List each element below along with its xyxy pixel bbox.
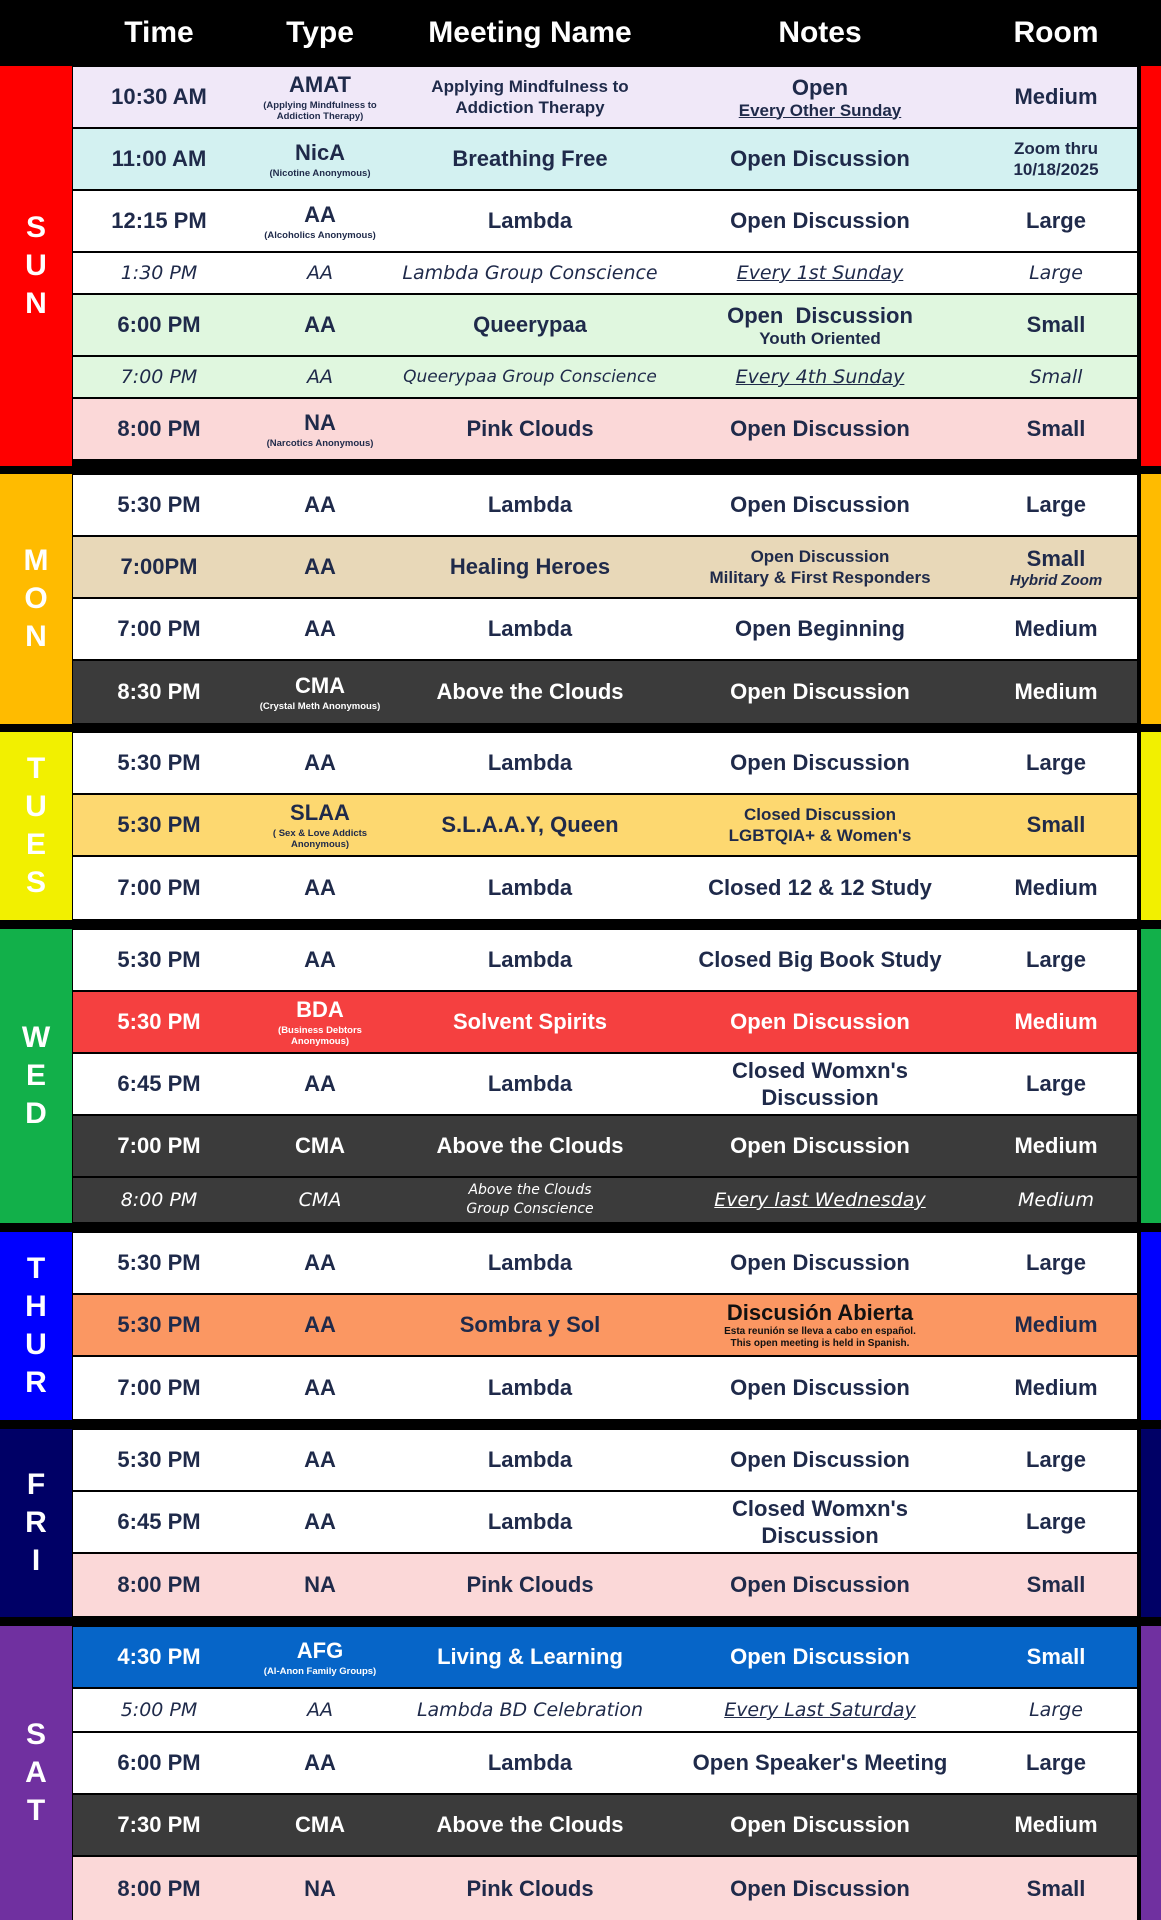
table-row — [73, 1857, 1137, 1920]
meeting-type: CMA — [298, 1189, 342, 1211]
meeting-notes: Open Discussion — [730, 146, 910, 171]
meeting-notes: Open Discussion — [730, 679, 910, 704]
day-label: W E D — [21, 1021, 51, 1130]
meeting-type: CMA — [294, 1812, 346, 1837]
table-row — [73, 1795, 1137, 1855]
meeting-time: 7:00 PM — [117, 875, 201, 900]
meeting-time: 5:30 PM — [117, 750, 201, 775]
notes-main: Closed Discussion — [743, 805, 897, 824]
day-band-thursday — [0, 1232, 72, 1420]
table-row — [73, 253, 1137, 293]
meeting-type: AA — [304, 554, 336, 579]
meeting-notes: Closed 12 & 12 Study — [708, 875, 932, 900]
notes-sub: Esta reunión se lleva a cabo en español. — [724, 1326, 916, 1337]
meeting-type — [245, 67, 395, 127]
table-row — [73, 1178, 1137, 1222]
meeting-type: AA — [307, 262, 333, 284]
type-description: (Al-Anon Family Groups) — [263, 1665, 377, 1677]
meeting-room: Small — [1026, 1644, 1086, 1669]
table-row — [73, 399, 1137, 459]
table-row — [73, 1492, 1137, 1552]
meeting-type — [245, 795, 395, 855]
header-type: Type — [286, 16, 354, 49]
meeting-room: Small — [1026, 1875, 1086, 1901]
table-row — [73, 357, 1137, 397]
meeting-type: AA — [304, 312, 336, 337]
header-room: Room — [1013, 16, 1099, 49]
table-row — [73, 661, 1137, 723]
notes-main: Open — [791, 74, 849, 100]
meeting-notes: Open Discussion — [730, 1572, 910, 1597]
table-row — [73, 1233, 1137, 1293]
day-band-saturday — [0, 1626, 72, 1920]
meeting-room: Large — [1026, 1447, 1086, 1472]
meeting-type — [245, 129, 395, 189]
table-row — [73, 191, 1137, 251]
meeting-notes: Open Discussion — [730, 1875, 910, 1901]
meeting-time: 7:00PM — [120, 554, 198, 579]
meeting-name: Above the Clouds Group Conscience — [466, 1182, 594, 1217]
day-band-sunday — [0, 66, 72, 466]
meeting-name: Lambda — [487, 1375, 573, 1400]
meeting-notes — [665, 795, 975, 855]
day-thursday — [0, 1232, 1161, 1420]
meeting-notes: Open Discussion — [730, 1009, 910, 1034]
meeting-type: CMA — [294, 1133, 346, 1158]
day-edge — [1141, 1429, 1161, 1617]
meeting-time: 8:00 PM — [120, 1189, 198, 1211]
meeting-name: Lambda — [487, 875, 573, 900]
room-main: Small — [1026, 545, 1086, 571]
meeting-time: 7:00 PM — [117, 1133, 201, 1158]
table-row — [73, 1054, 1137, 1114]
meeting-notes: Open Discussion — [730, 750, 910, 775]
table-row — [73, 1733, 1137, 1793]
notes-sub: LGBTQIA+ & Women's — [728, 826, 912, 845]
meeting-name: Applying Mindfulness to Addiction Therapy — [431, 77, 629, 117]
meeting-room: Medium — [1014, 1312, 1098, 1337]
meeting-notes: Every 4th Sunday — [735, 366, 905, 388]
meeting-room: Medium — [1014, 616, 1098, 641]
meeting-time: 8:00 PM — [117, 416, 201, 441]
day-edge — [1141, 1232, 1161, 1420]
type-code: BDA — [296, 997, 344, 1022]
meeting-time: 5:30 PM — [117, 492, 201, 517]
meeting-room: Medium — [1014, 1375, 1098, 1400]
meeting-time: 6:45 PM — [117, 1509, 201, 1534]
meeting-time: 5:30 PM — [117, 1009, 201, 1034]
type-description: (Narcotics Anonymous) — [266, 437, 374, 449]
type-code: NA — [304, 409, 336, 435]
table-row — [73, 1554, 1137, 1616]
meeting-room: Large — [1026, 750, 1086, 775]
meeting-room: Zoom thru 10/18/2025 — [1013, 139, 1099, 179]
meeting-notes: Open Discussion — [730, 1133, 910, 1158]
meeting-name: Sombra y Sol — [459, 1312, 601, 1337]
meeting-time: 4:30 PM — [117, 1644, 201, 1669]
meeting-notes: Open Discussion — [730, 1375, 910, 1400]
meeting-notes — [665, 67, 975, 127]
meeting-time: 8:00 PM — [117, 1875, 201, 1901]
day-monday — [0, 474, 1161, 724]
meeting-name: Above the Clouds — [436, 1133, 624, 1158]
table-row — [73, 930, 1137, 990]
meeting-room: Medium — [1014, 1133, 1098, 1158]
meeting-type: AA — [304, 616, 336, 641]
meeting-room: Small — [1029, 366, 1083, 388]
meeting-notes: Every Last Saturday — [724, 1699, 916, 1721]
meeting-notes: Open Discussion — [730, 492, 910, 517]
meeting-type: AA — [304, 1375, 336, 1400]
meeting-name: Pink Clouds — [466, 1572, 594, 1597]
type-description: (Nicotine Anonymous) — [269, 167, 371, 179]
type-code: AFG — [296, 1637, 344, 1663]
meeting-type: AA — [304, 1447, 336, 1472]
meeting-room: Large — [1026, 947, 1086, 972]
meeting-notes — [665, 295, 975, 355]
meeting-room: Large — [1026, 1509, 1086, 1534]
meeting-type: AA — [307, 1699, 333, 1721]
meeting-notes: Open Discussion — [730, 1644, 910, 1669]
meeting-room: Large — [1026, 1071, 1086, 1096]
notes-main: Discusión Abierta — [726, 1300, 914, 1325]
meeting-name: Above the Clouds — [436, 1812, 624, 1837]
meeting-name: Queerypaa Group Conscience — [403, 367, 657, 387]
meeting-room: Medium — [1014, 875, 1098, 900]
day-wednesday — [0, 929, 1161, 1223]
day-friday — [0, 1429, 1161, 1617]
meeting-time: 6:00 PM — [117, 1750, 201, 1775]
meeting-name: Lambda Group Conscience — [402, 262, 658, 284]
table-row — [73, 795, 1137, 855]
day-edge — [1141, 929, 1161, 1223]
table-row — [73, 537, 1137, 597]
header-meeting-name: Meeting Name — [428, 16, 632, 49]
type-code: SLAA — [290, 800, 350, 825]
meeting-room: Medium — [1014, 679, 1098, 704]
day-band-monday — [0, 474, 72, 724]
meeting-time: 5:30 PM — [117, 1312, 201, 1337]
meeting-type: AA — [304, 750, 336, 775]
table-row — [73, 295, 1137, 355]
day-label: T U E S — [25, 752, 47, 899]
meeting-type: AA — [304, 947, 336, 972]
meeting-type — [245, 399, 395, 459]
day-label: M O N — [23, 544, 49, 653]
table-row — [73, 1295, 1137, 1355]
room-sub: Hybrid Zoom — [1009, 571, 1103, 589]
table-row — [73, 475, 1137, 535]
meeting-time: 7:30 PM — [117, 1812, 201, 1837]
meeting-room: Large — [1029, 262, 1083, 284]
day-label: T H U R — [25, 1252, 47, 1399]
notes-sub: Military & First Responders — [709, 568, 931, 587]
type-description: (Crystal Meth Anonymous) — [259, 700, 381, 712]
notes-main: Open Discussion — [750, 547, 890, 566]
meeting-name: Living & Learning — [437, 1644, 623, 1669]
meeting-room: Small — [1026, 416, 1086, 441]
meeting-type: AA — [304, 1071, 336, 1096]
day-sunday — [0, 66, 1161, 466]
meeting-name: Lambda BD Celebration — [416, 1699, 644, 1721]
type-code: NicA — [294, 139, 346, 165]
meeting-room: Medium — [1018, 1189, 1094, 1211]
meeting-room: Small — [1026, 1572, 1086, 1597]
meeting-room: Small — [1026, 812, 1086, 837]
table-row — [73, 1627, 1137, 1687]
meeting-name: Healing Heroes — [449, 554, 611, 579]
type-description: (Business Debtors Anonymous) — [278, 1025, 362, 1047]
meeting-type: AA — [307, 366, 333, 388]
meeting-time: 5:30 PM — [117, 812, 201, 837]
meeting-notes: Open Discussion — [730, 416, 910, 441]
day-saturday — [0, 1626, 1161, 1920]
meeting-room: Small — [1026, 312, 1086, 337]
meeting-name: Lambda — [487, 616, 573, 641]
day-edge — [1141, 474, 1161, 724]
day-label: F R I — [25, 1468, 47, 1577]
meeting-time: 6:00 PM — [117, 312, 201, 337]
table-row — [73, 992, 1137, 1052]
meeting-time: 5:30 PM — [117, 947, 201, 972]
notes-sub: Every Other Sunday — [738, 100, 902, 120]
meeting-name: Above the Clouds — [436, 679, 624, 704]
table-row — [73, 1116, 1137, 1176]
table-row — [73, 129, 1137, 189]
day-label: S U N — [25, 211, 47, 320]
meeting-notes: Closed Womxn's Discussion — [732, 1496, 908, 1548]
meeting-name: Lambda — [487, 1250, 573, 1275]
meeting-time: 6:45 PM — [117, 1071, 201, 1096]
meeting-room: Medium — [1014, 1812, 1098, 1837]
meeting-name: Breathing Free — [452, 146, 608, 171]
meeting-name: Lambda — [487, 1509, 573, 1534]
meeting-type — [245, 1627, 395, 1687]
meeting-time: 8:00 PM — [117, 1572, 201, 1597]
day-band-friday — [0, 1429, 72, 1617]
meeting-room: Large — [1029, 1699, 1083, 1721]
meeting-type: AA — [304, 492, 336, 517]
day-band-tuesday — [0, 732, 72, 920]
meeting-time: 7:00 PM — [120, 366, 198, 388]
meeting-notes: Every 1st Sunday — [736, 262, 904, 284]
type-description: ( Sex & Love Addicts Anonymous) — [272, 828, 368, 850]
day-edge — [1141, 1626, 1161, 1920]
meeting-time: 1:30 PM — [120, 262, 198, 284]
notes-sub-2: This open meeting is held in Spanish. — [730, 1338, 910, 1349]
meeting-notes: Closed Big Book Study — [698, 947, 942, 972]
meeting-name: Pink Clouds — [466, 416, 594, 441]
day-edge — [1141, 732, 1161, 920]
meeting-notes: Closed Womxn's Discussion — [732, 1058, 908, 1110]
day-edge — [1141, 66, 1161, 466]
meeting-type — [245, 992, 395, 1052]
meeting-name: Lambda — [487, 1071, 573, 1096]
meeting-time: 11:00 AM — [111, 146, 207, 171]
meeting-notes: Open Discussion — [730, 1447, 910, 1472]
type-code: AA — [304, 201, 336, 227]
meeting-name: Lambda — [487, 1447, 573, 1472]
header-time: Time — [124, 16, 194, 49]
meeting-name: Lambda — [487, 1750, 573, 1775]
meeting-type: NA — [304, 1572, 336, 1597]
meeting-type — [245, 661, 395, 723]
type-description: (Applying Mindfulness to Addiction Therapy) — [263, 100, 377, 122]
meeting-type: AA — [304, 875, 336, 900]
day-tuesday — [0, 732, 1161, 920]
meeting-notes: Open Discussion — [730, 1250, 910, 1275]
meeting-room: Large — [1026, 1250, 1086, 1275]
meeting-time: 10:30 AM — [111, 84, 207, 109]
meeting-time: 7:00 PM — [117, 616, 201, 641]
meeting-time: 12:15 PM — [111, 208, 207, 233]
meeting-notes: Open Beginning — [735, 616, 905, 641]
table-row — [73, 599, 1137, 659]
day-band-wednesday — [0, 929, 72, 1223]
table-header — [0, 0, 1161, 66]
type-description: (Alcoholics Anonymous) — [264, 229, 376, 241]
meeting-room: Medium — [1014, 1009, 1098, 1034]
meeting-name: Lambda — [487, 750, 573, 775]
type-code: CMA — [294, 672, 346, 698]
meeting-notes: Open Speaker's Meeting — [692, 1750, 948, 1775]
meeting-notes: Open Discussion — [730, 1812, 910, 1837]
meeting-time: 7:00 PM — [117, 1375, 201, 1400]
meeting-type: AA — [304, 1509, 336, 1534]
meeting-time: 5:00 PM — [120, 1699, 198, 1721]
meeting-room: Large — [1026, 492, 1086, 517]
meeting-time: 5:30 PM — [117, 1447, 201, 1472]
header-notes: Notes — [778, 16, 862, 49]
notes-main: Open Discussion — [727, 302, 913, 328]
meeting-notes: Open Discussion — [730, 208, 910, 233]
meeting-name: S.L.A.A.Y, Queen — [441, 812, 619, 837]
meeting-type: AA — [304, 1750, 336, 1775]
meeting-type — [245, 191, 395, 251]
meeting-room: Large — [1026, 1750, 1086, 1775]
table-row — [73, 1430, 1137, 1490]
meeting-name: Pink Clouds — [466, 1875, 594, 1901]
table-row — [73, 733, 1137, 793]
meeting-time: 5:30 PM — [117, 1250, 201, 1275]
meeting-room: Medium — [1014, 84, 1098, 109]
meeting-room: Large — [1026, 208, 1086, 233]
meeting-type: AA — [304, 1250, 336, 1275]
meeting-time: 8:30 PM — [117, 679, 201, 704]
notes-sub: Youth Oriented — [759, 328, 881, 348]
meeting-name: Queerypaa — [473, 312, 587, 337]
meeting-notes: Every last Wednesday — [714, 1189, 926, 1211]
meeting-type: NA — [304, 1875, 336, 1901]
meeting-name: Lambda — [487, 947, 573, 972]
meeting-notes — [665, 1295, 975, 1355]
table-row — [73, 1357, 1137, 1419]
meeting-name: Lambda — [487, 492, 573, 517]
table-row — [73, 857, 1137, 919]
table-row — [73, 67, 1137, 127]
type-code: AMAT — [289, 72, 351, 97]
meeting-room — [975, 537, 1137, 597]
meeting-notes — [665, 537, 975, 597]
table-row — [73, 1689, 1137, 1731]
meeting-name: Solvent Spirits — [452, 1009, 608, 1034]
day-label: S A T — [25, 1718, 47, 1827]
meeting-name: Lambda — [487, 208, 573, 233]
meeting-type: AA — [304, 1312, 336, 1337]
